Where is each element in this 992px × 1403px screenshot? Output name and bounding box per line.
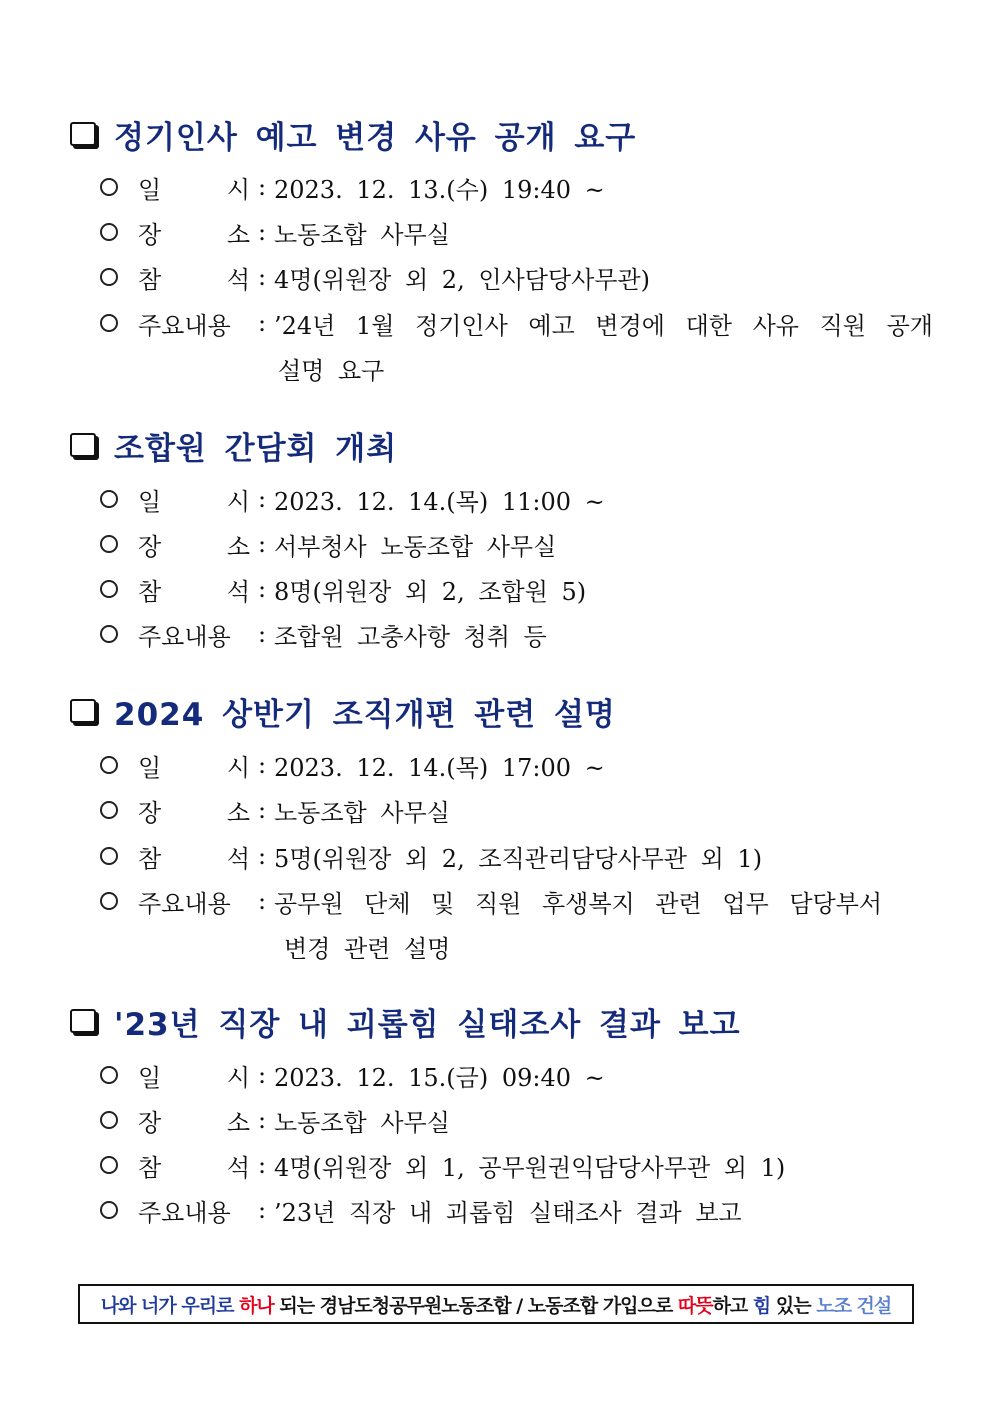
circle-bullet-icon bbox=[100, 1156, 118, 1174]
place-value: 노동조합 사무실 bbox=[274, 220, 450, 249]
circle-bullet-icon bbox=[100, 314, 118, 332]
content-value: ’23년 직장 내 괴롭힘 실태조사 결과 보고 bbox=[274, 1198, 742, 1227]
date-row: 일 시 : 2023. 12. 13.(수) 19:40 ~ bbox=[100, 170, 605, 204]
circle-bullet-icon bbox=[100, 1066, 118, 1084]
content-row: 주요내용 : ’23년 직장 내 괴롭힘 실태조사 결과 보고 bbox=[100, 1193, 742, 1227]
circle-bullet-icon bbox=[100, 535, 118, 553]
section-title-row bbox=[70, 425, 397, 465]
content-value: 공무원 단체 및 직원 후생복지 관련 업무 담당부서 bbox=[274, 889, 883, 918]
content-row: 주요내용 : 조합원 고충사항 청취 등 bbox=[100, 617, 547, 651]
circle-bullet-icon bbox=[100, 847, 118, 865]
attendees-label: 참 석 bbox=[138, 1153, 250, 1182]
section-title-row bbox=[70, 1001, 741, 1041]
circle-bullet-icon bbox=[100, 490, 118, 508]
date-row: 일 시 : 2023. 12. 15.(금) 09:40 ~ bbox=[100, 1058, 605, 1092]
content-continuation: 설명 요구 bbox=[278, 356, 385, 385]
content-value: 조합원 고충사항 청취 등 bbox=[274, 622, 547, 651]
place-label: 장 소 bbox=[138, 1108, 250, 1137]
date-row: 일 시 : 2023. 12. 14.(목) 11:00 ~ bbox=[100, 482, 605, 516]
slogan-segment: 하고 bbox=[712, 1294, 753, 1317]
circle-bullet-icon bbox=[100, 1111, 118, 1129]
slogan-segment: 노조 건설 bbox=[816, 1294, 892, 1317]
circle-bullet-icon bbox=[100, 268, 118, 286]
date-value: 2023. 12. 13.(수) 19:40 ~ bbox=[274, 175, 605, 204]
content-label: 주요내용 bbox=[138, 311, 231, 340]
date-value: 2023. 12. 14.(목) 11:00 ~ bbox=[274, 487, 605, 516]
section-title: 정기인사 예고 변경 사유 공개 요구 bbox=[114, 119, 637, 156]
place-value: 노동조합 사무실 bbox=[274, 1108, 450, 1137]
place-row: 장 소 : 노동조합 사무실 bbox=[100, 215, 450, 249]
date-row: 일 시 : 2023. 12. 14.(목) 17:00 ~ bbox=[100, 748, 605, 782]
content-label: 주요내용 bbox=[138, 1198, 231, 1227]
attendees-label: 참 석 bbox=[138, 265, 250, 294]
attendees-value: 4명(위원장 외 1, 공무원권익담당사무관 외 1) bbox=[274, 1153, 786, 1182]
attendees-row: 참 석 : 4명(위원장 외 1, 공무원권익담당사무관 외 1) bbox=[100, 1148, 785, 1182]
date-value: 2023. 12. 14.(목) 17:00 ~ bbox=[274, 753, 605, 782]
place-label: 장 소 bbox=[138, 220, 250, 249]
content-row: 주요내용 : 공무원 단체 및 직원 후생복지 관련 업무 담당부서 bbox=[100, 884, 882, 918]
place-value: 노동조합 사무실 bbox=[274, 798, 450, 827]
circle-bullet-icon bbox=[100, 625, 118, 643]
circle-bullet-icon bbox=[100, 580, 118, 598]
attendees-label: 참 석 bbox=[138, 844, 250, 873]
square-checkbox-icon bbox=[70, 433, 96, 457]
content-row: 주요내용 : ’24년 1월 정기인사 예고 변경에 대한 사유 직원 공개 bbox=[100, 306, 933, 340]
content-continuation: 변경 관련 설명 bbox=[284, 934, 451, 963]
square-checkbox-icon bbox=[70, 1009, 96, 1033]
date-label: 일 시 bbox=[138, 175, 250, 204]
content-label: 주요내용 bbox=[138, 622, 231, 651]
slogan-segment: 있는 bbox=[770, 1294, 817, 1317]
circle-bullet-icon bbox=[100, 892, 118, 910]
attendees-row: 참 석 : 8명(위원장 외 2, 조합원 5) bbox=[100, 572, 586, 606]
place-label: 장 소 bbox=[138, 532, 250, 561]
circle-bullet-icon bbox=[100, 223, 118, 241]
content-label: 주요내용 bbox=[138, 889, 231, 918]
square-checkbox-icon bbox=[70, 699, 96, 723]
date-label: 일 시 bbox=[138, 1063, 250, 1092]
square-checkbox-icon bbox=[70, 122, 96, 146]
attendees-row: 참 석 : 4명(위원장 외 2, 인사담당사무관) bbox=[100, 260, 650, 294]
slogan-segment: 하나 bbox=[239, 1294, 274, 1317]
attendees-row: 참 석 : 5명(위원장 외 2, 조직관리담당사무관 외 1) bbox=[100, 839, 762, 873]
place-row: 장 소 : 노동조합 사무실 bbox=[100, 793, 450, 827]
content-value: ’24년 1월 정기인사 예고 변경에 대한 사유 직원 공개 bbox=[274, 311, 933, 340]
section-title-row bbox=[70, 114, 636, 154]
section-title: 조합원 간담회 개최 bbox=[114, 430, 398, 467]
place-row: 장 소 : 노동조합 사무실 bbox=[100, 1103, 450, 1137]
attendees-label: 참 석 bbox=[138, 577, 250, 606]
slogan-segment: 되는 경남도청공무원노동조합 / 노동조합 가입으로 bbox=[273, 1294, 678, 1317]
place-value: 서부청사 노동조합 사무실 bbox=[274, 532, 557, 561]
date-value: 2023. 12. 15.(금) 09:40 ~ bbox=[274, 1063, 605, 1092]
date-label: 일 시 bbox=[138, 487, 250, 516]
attendees-value: 8명(위원장 외 2, 조합원 5) bbox=[274, 577, 587, 606]
section-title: '23년 직장 내 괴롭힘 실태조사 결과 보고 bbox=[114, 1006, 741, 1043]
date-label: 일 시 bbox=[138, 753, 250, 782]
circle-bullet-icon bbox=[100, 178, 118, 196]
place-label: 장 소 bbox=[138, 798, 250, 827]
section-title: 2024 상반기 조직개편 관련 설명 bbox=[114, 696, 616, 733]
circle-bullet-icon bbox=[100, 801, 118, 819]
circle-bullet-icon bbox=[100, 1201, 118, 1219]
slogan-segment: 따뜻 bbox=[677, 1294, 713, 1317]
attendees-value: 4명(위원장 외 2, 인사담당사무관) bbox=[274, 265, 650, 294]
section-title-row bbox=[70, 691, 616, 731]
attendees-value: 5명(위원장 외 2, 조직관리담당사무관 외 1) bbox=[274, 844, 763, 873]
footer-slogan-box bbox=[78, 1284, 914, 1324]
place-row: 장 소 : 서부청사 노동조합 사무실 bbox=[100, 527, 556, 561]
circle-bullet-icon bbox=[100, 756, 118, 774]
slogan-segment: 나와 너가 우리로 bbox=[100, 1294, 240, 1317]
slogan-segment: 힘 bbox=[752, 1294, 771, 1317]
